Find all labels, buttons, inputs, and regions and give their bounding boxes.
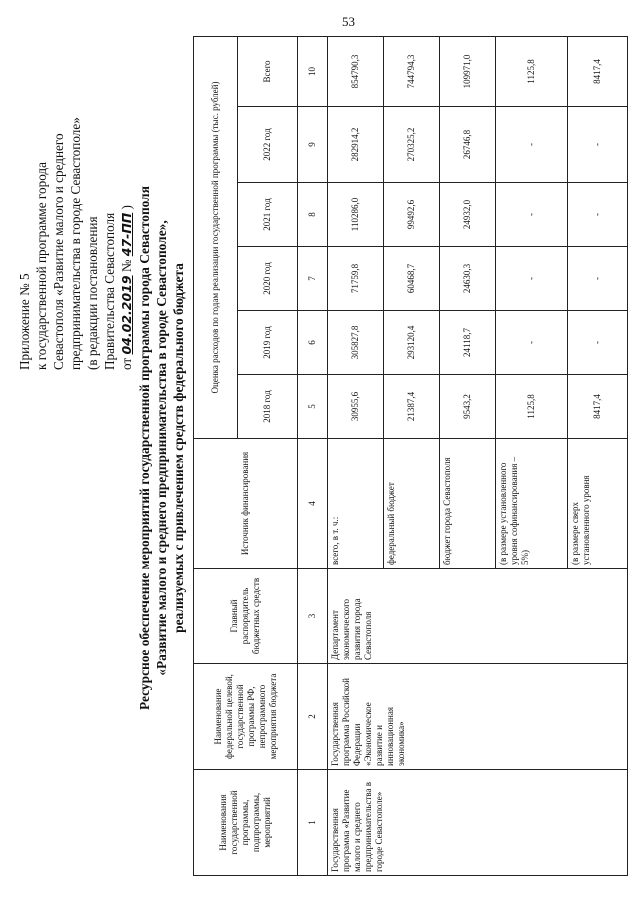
value-cell: 71759,8 [328,247,384,311]
header-program: Наименования государственной программы, подпрограммы, мероприятий [194,770,298,876]
appendix-line: предпринимательства в городе Севастополе» [68,117,83,370]
source-cell: бюджет города Севастополя [440,439,496,569]
program-name-cell: Государственная программа «Развитие малого и среднего предпринимательства в городе Севастополе» [328,770,628,876]
value-cell: 30955,6 [328,375,384,439]
value-cell: 24630,3 [440,247,496,311]
value-cell: 110286,0 [328,183,384,247]
header-source: Источник финансирования [194,439,298,569]
index-cell: 10 [298,36,328,106]
federal-program-cell: Государственная программа Российской Федерации «Экономическое развитие и инновационная экономика» [328,664,628,770]
index-cell: 2 [298,664,328,770]
index-cell: 9 [298,107,328,183]
appendix-date-line [118,30,135,370]
value-cell: 744794,3 [384,36,440,106]
value-cell: 305827,8 [328,311,384,375]
appendix-block [16,30,135,370]
header-federal-program: Наименование федеральной целевой, государственной программы РФ, непрограммного мероприятия бюджета [194,664,298,770]
source-cell: (в размере сверх установленного уровня [568,439,628,569]
value-cell: 109971,0 [440,36,496,106]
value-cell: 21387,4 [384,375,440,439]
appendix-line: Правительства Севастополя [102,212,117,370]
value-cell: 24118,7 [440,311,496,375]
header-year: 2018 год [238,375,298,439]
rotated-page-content [10,28,615,888]
page-number: 53 [342,14,355,29]
handwritten-number: 47-ПП [119,212,134,257]
title-line: Ресурсное обеспечение мероприятий государственной программы города Севастополя [137,186,152,710]
value-cell: 26746,8 [440,107,496,183]
index-cell: 1 [298,770,328,876]
value-cell: - [568,107,628,183]
source-cell: (в размере установленного уровня софинансирования – 5%) [496,439,568,569]
title-line: реализуемых с привлечением средств федерального бюджета [171,263,186,633]
value-cell: - [496,107,568,183]
index-cell: 6 [298,311,328,375]
handwritten-date: 04.02.2019 [119,275,134,355]
value-cell: 282914,2 [328,107,384,183]
index-cell: 8 [298,183,328,247]
appendix-line: Севастополя «Развитие малого и среднего [51,133,66,370]
header-manager: Главный распорядитель бюджетных средств [194,569,298,664]
resource-table [193,36,628,876]
appendix-line: Приложение № 5 [17,273,32,370]
index-cell: 5 [298,375,328,439]
closing-paren: ) [119,205,134,210]
value-cell: 1125,8 [496,36,568,106]
index-cell: 4 [298,439,328,569]
value-cell: - [496,247,568,311]
header-year: 2019 год [238,311,298,375]
value-cell: 99492,6 [384,183,440,247]
title-line: «Развитие малого и среднего предпринимательства в городе Севастополе», [154,220,169,676]
from-label: от [119,357,134,370]
value-cell: 24932,0 [440,183,496,247]
value-cell: - [568,311,628,375]
header-estimate: Оценка расходов по годам реализации государственной программы (тыс. рублей) [194,36,238,438]
header-year: 2020 год [238,247,298,311]
index-cell: 3 [298,569,328,664]
value-cell: 8417,4 [568,36,628,106]
manager-cell: Департамент экономического развития города Севастополя [328,569,628,664]
document-title [136,48,187,848]
value-cell: 8417,4 [568,375,628,439]
header-year: 2021 год [238,183,298,247]
value-cell: 854790,3 [328,36,384,106]
value-cell: 60468,7 [384,247,440,311]
value-cell: 1125,8 [496,375,568,439]
source-cell: федеральный бюджет [384,439,440,569]
value-cell: 270325,2 [384,107,440,183]
header-year: 2022 год [238,107,298,183]
source-cell: всего, в т. ч.: [328,439,384,569]
value-cell: - [496,311,568,375]
value-cell: 9543,2 [440,375,496,439]
value-cell: 293120,4 [384,311,440,375]
value-cell: - [496,183,568,247]
appendix-line: (в редакции постановления [85,216,100,370]
index-cell: 7 [298,247,328,311]
value-cell: - [568,247,628,311]
number-label: № [119,259,134,273]
appendix-line: к государственной программе города [34,162,49,370]
table-row [328,36,384,875]
value-cell: - [568,183,628,247]
header-total: Всего [238,36,298,106]
